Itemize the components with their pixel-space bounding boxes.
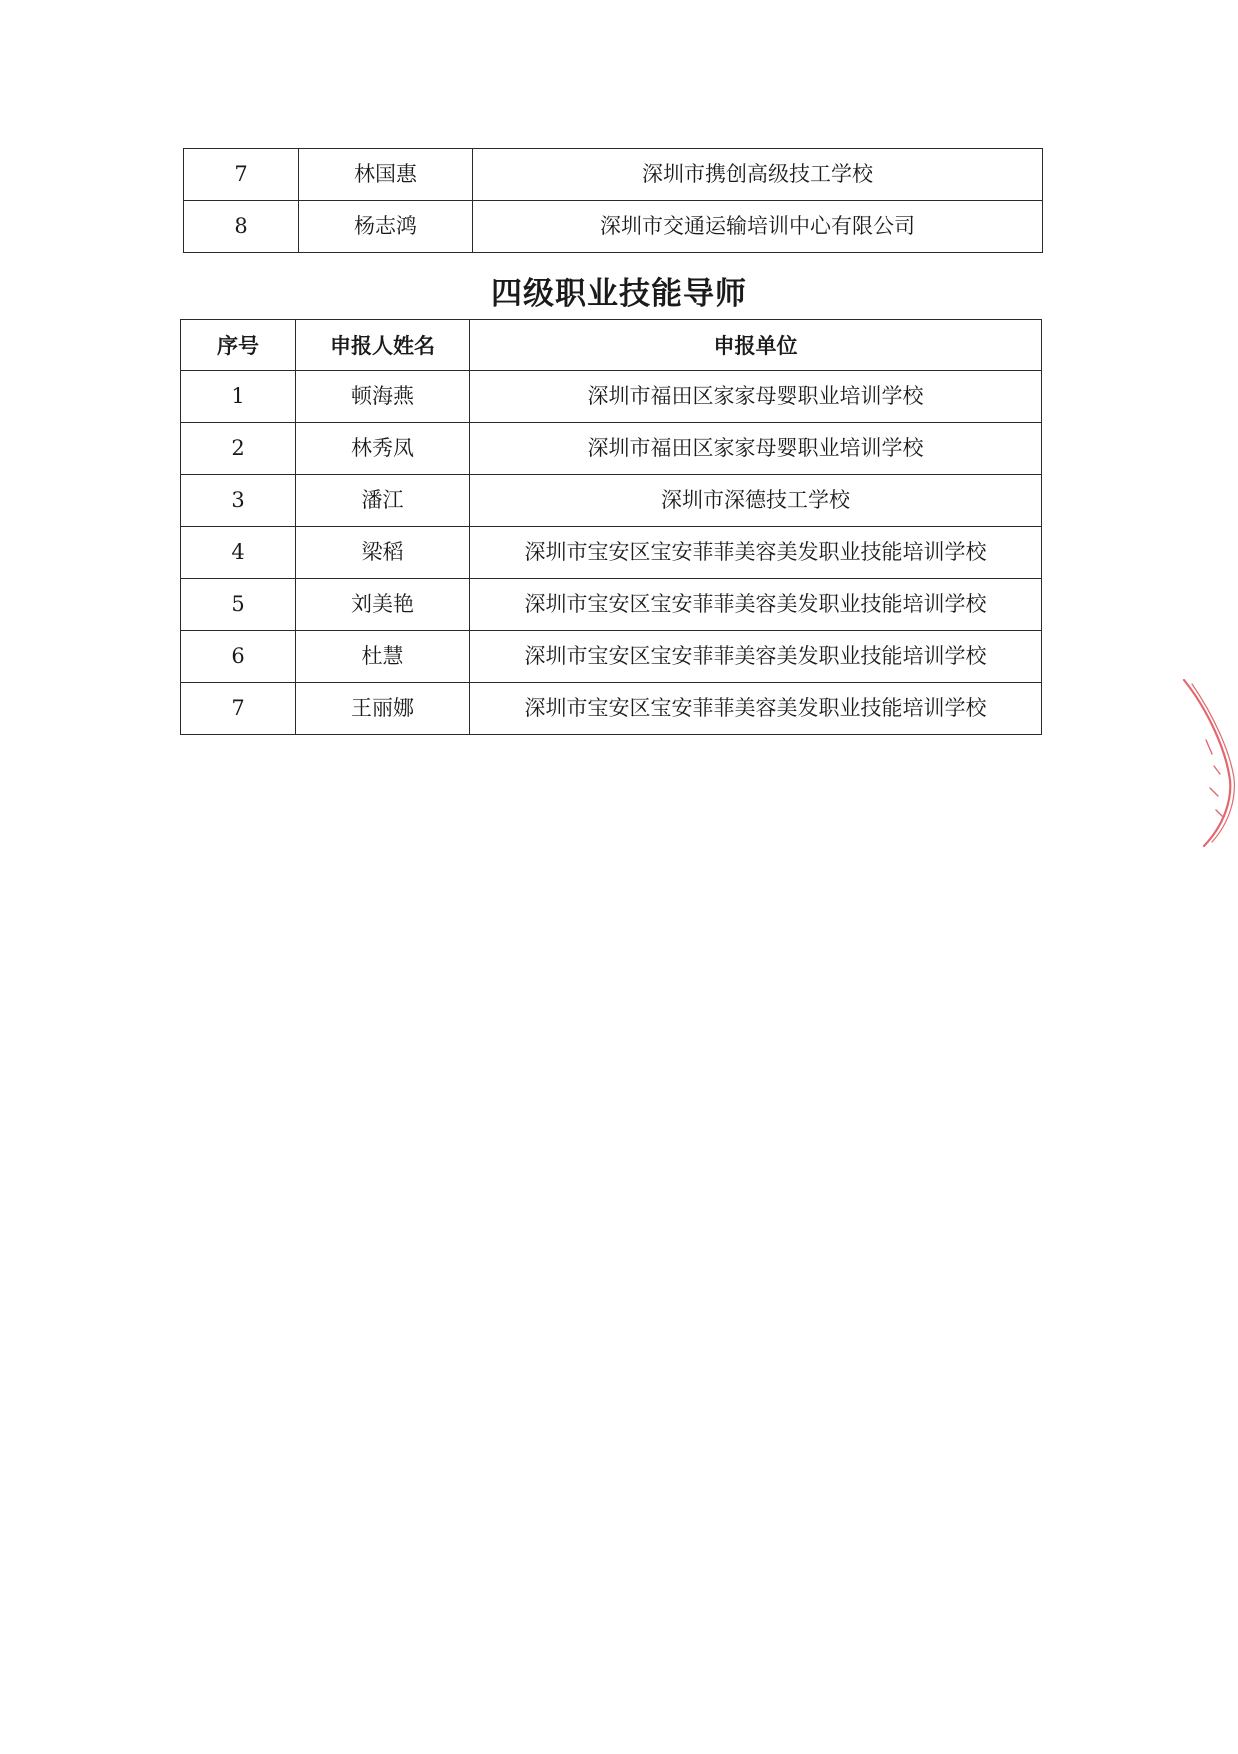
- applicant-unit: 深圳市宝安区宝安菲菲美容美发职业技能培训学校: [470, 683, 1042, 735]
- applicant-name: 杨志鸿: [299, 201, 473, 253]
- applicant-name: 杜慧: [296, 631, 470, 683]
- row-number: 5: [181, 579, 296, 631]
- table-header-row: [181, 320, 1042, 371]
- applicant-unit: 深圳市宝安区宝安菲菲美容美发职业技能培训学校: [470, 631, 1042, 683]
- applicant-name: 王丽娜: [296, 683, 470, 735]
- table-row: [181, 475, 1042, 527]
- applicant-unit: 深圳市交通运输培训中心有限公司: [473, 201, 1043, 253]
- header-name: 申报人姓名: [296, 320, 470, 371]
- applicant-unit: 深圳市深德技工学校: [470, 475, 1042, 527]
- applicant-name: 梁稻: [296, 527, 470, 579]
- header-number: 序号: [181, 320, 296, 371]
- row-number: 8: [184, 201, 299, 253]
- level-four-mentor-table: [180, 319, 1042, 735]
- row-number: 6: [181, 631, 296, 683]
- table-row: [181, 527, 1042, 579]
- table-row: [181, 371, 1042, 423]
- table-row: [181, 579, 1042, 631]
- row-number: 3: [181, 475, 296, 527]
- applicant-name: 顿海燕: [296, 371, 470, 423]
- official-seal-stamp: [1180, 670, 1238, 850]
- applicant-name: 林国惠: [299, 149, 473, 201]
- row-number: 2: [181, 423, 296, 475]
- applicant-unit: 深圳市携创高级技工学校: [473, 149, 1043, 201]
- row-number: 7: [181, 683, 296, 735]
- table-row: [184, 149, 1043, 201]
- row-number: 4: [181, 527, 296, 579]
- section-title: 四级职业技能导师: [491, 276, 747, 312]
- applicant-unit: 深圳市福田区家家母婴职业培训学校: [470, 423, 1042, 475]
- row-number: 1: [181, 371, 296, 423]
- applicant-name: 潘江: [296, 475, 470, 527]
- table-row: [181, 631, 1042, 683]
- header-unit: 申报单位: [470, 320, 1042, 371]
- applicant-unit: 深圳市宝安区宝安菲菲美容美发职业技能培训学校: [470, 527, 1042, 579]
- table-row: [184, 201, 1043, 253]
- row-number: 7: [184, 149, 299, 201]
- continued-applicant-table: [183, 148, 1043, 253]
- applicant-name: 林秀凤: [296, 423, 470, 475]
- applicant-unit: 深圳市福田区家家母婴职业培训学校: [470, 371, 1042, 423]
- table-row: [181, 423, 1042, 475]
- applicant-name: 刘美艳: [296, 579, 470, 631]
- applicant-unit: 深圳市宝安区宝安菲菲美容美发职业技能培训学校: [470, 579, 1042, 631]
- table-row: [181, 683, 1042, 735]
